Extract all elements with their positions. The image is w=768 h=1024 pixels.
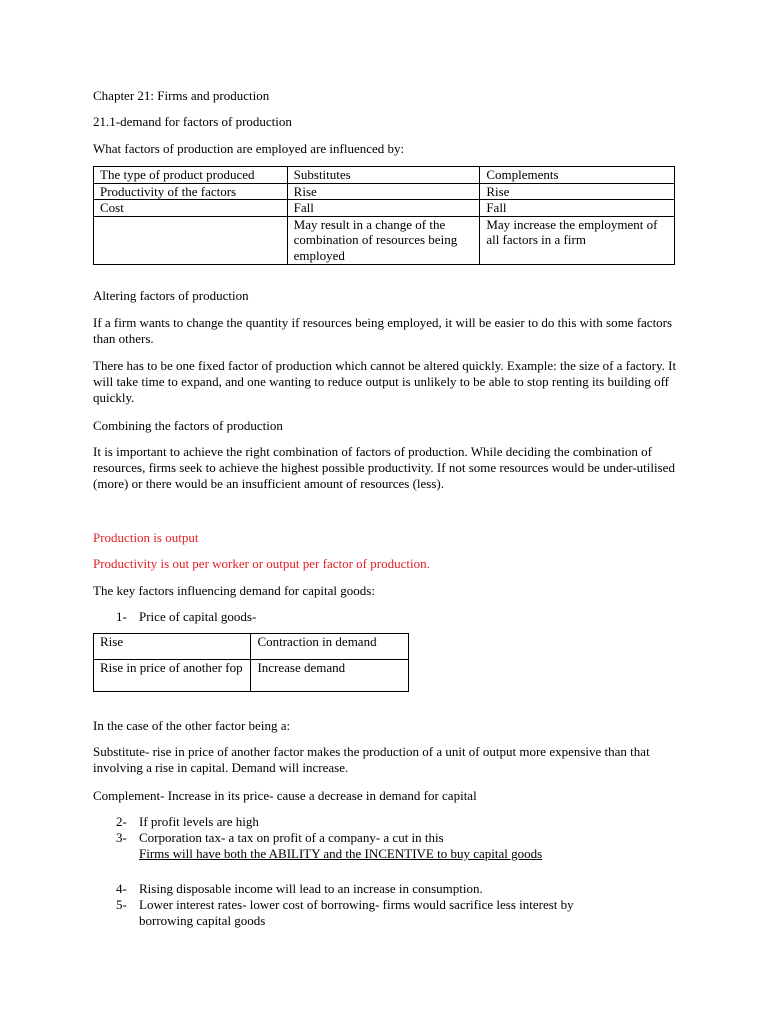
altering-heading: Altering factors of production <box>93 288 249 303</box>
table-row <box>94 200 675 217</box>
substitute-paragraph: Substitute- rise in price of another factor makes the production of a unit of output more expensive than that involving a rise in capital. Demand will increase. <box>93 744 650 775</box>
list-item <box>116 881 659 897</box>
list-number: 5- <box>116 897 127 912</box>
table-cell: Fall <box>480 200 675 217</box>
intro-text: What factors of production are employed are influenced by: <box>93 141 405 156</box>
section-title: 21.1-demand for factors of production <box>93 114 292 129</box>
list-number: 3- <box>116 830 127 845</box>
list-text: Price of capital goods- <box>139 609 257 624</box>
list-number: 4- <box>116 881 127 896</box>
list-text: If profit levels are high <box>139 814 259 829</box>
capital-price-table <box>93 633 409 692</box>
table-cell: Productivity of the factors <box>94 183 288 200</box>
table-cell: Rise <box>480 183 675 200</box>
table-cell: Increase demand <box>251 660 409 692</box>
combining-paragraph: It is important to achieve the right combination of factors of production. While deciding the combination of resources, firms seek to achieve the highest possible productivity. If not some resources would be under-utilised (more) or there would be an insufficient amount of resources (less). <box>93 444 675 491</box>
list-text: Corporation tax- a tax on profit of a company- a cut in this <box>139 830 444 845</box>
table-cell: Contraction in demand <box>251 634 409 660</box>
factors-table <box>93 166 675 265</box>
underlined-note: Firms will have both the ABILITY and the INCENTIVE to buy capital goods <box>139 846 543 861</box>
list-item <box>116 830 659 862</box>
table-cell: Substitutes <box>287 167 480 184</box>
list-number: 2- <box>116 814 127 829</box>
complement-paragraph: Complement- Increase in its price- cause a decrease in demand for capital <box>93 788 477 803</box>
table-cell: Complements <box>480 167 675 184</box>
table-row <box>94 660 409 692</box>
list-item <box>116 609 659 625</box>
table-cell: May result in a change of the combination of resources being employed <box>287 216 480 264</box>
table-cell: Fall <box>287 200 480 217</box>
table-row <box>94 216 675 264</box>
list-text: Lower interest rates- lower cost of borrowing- firms would sacrifice less interest by borrowing capital goods <box>139 897 574 928</box>
altering-paragraph-2: There has to be one fixed factor of production which cannot be altered quickly. Example: the size of a factory. It will take time to expand, and one wanting to reduce output is unlikely to be able to stop renting its building off quickly. <box>93 358 677 405</box>
case-intro: In the case of the other factor being a: <box>93 718 291 733</box>
production-definition: Production is output <box>93 530 199 545</box>
chapter-title: Chapter 21: Firms and production <box>93 88 270 103</box>
list-text: Rising disposable income will lead to an increase in consumption. <box>139 881 483 896</box>
table-row <box>94 183 675 200</box>
table-row <box>94 634 409 660</box>
table-cell: Rise <box>94 634 251 660</box>
table-row <box>94 167 675 184</box>
table-cell: May increase the employment of all factors in a firm <box>480 216 675 264</box>
altering-paragraph-1: If a firm wants to change the quantity if resources being employed, it will be easier to do this with some factors than others. <box>93 315 673 346</box>
table-cell: Rise in price of another fop <box>94 660 251 692</box>
list-body <box>139 830 659 862</box>
productivity-definition: Productivity is out per worker or output per factor of production. <box>93 556 430 571</box>
key-factors-intro: The key factors influencing demand for capital goods: <box>93 583 375 598</box>
table-cell: Rise <box>287 183 480 200</box>
combining-heading: Combining the factors of production <box>93 418 283 433</box>
list-item <box>116 897 619 929</box>
table-cell: Cost <box>94 200 288 217</box>
table-cell: The type of product produced <box>94 167 288 184</box>
list-number: 1- <box>116 609 127 624</box>
list-item <box>116 814 659 830</box>
table-cell <box>94 216 288 264</box>
